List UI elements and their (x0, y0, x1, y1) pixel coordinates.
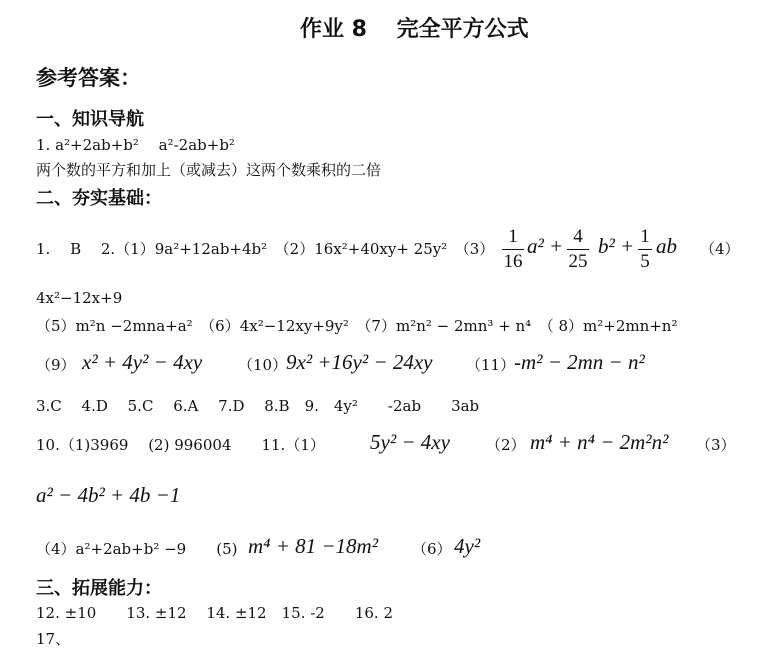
answer-11-3-expression: a² − 4b² + 4b −1 (36, 483, 181, 507)
answer-row-4-label-11: （11） (466, 356, 516, 374)
answer-row-2: 4x²−12x+9 (36, 289, 123, 307)
answer-11-5-expression: m⁴ + 81 −18m² (248, 534, 379, 558)
section-2-heading: 二、夯实基础： (36, 188, 162, 209)
answer-11-1-expression: 5y² − 4xy (370, 430, 450, 454)
fraction-1-5 (638, 226, 652, 273)
answer-row-6-text: 10.（1)3969 (2) 996004 11.（1） (36, 436, 325, 454)
answer-row-4-label-9: （9） (36, 356, 76, 374)
answer-11-2-expression: m⁴ + n⁴ − 2m²n² (530, 430, 669, 454)
answer-row-4-label-10: （10） (238, 356, 288, 374)
page-title: 作业 8 完全平方公式 (300, 17, 529, 42)
answer-row-8-text: （4）a²+2ab+b² −9 (5) (36, 540, 238, 558)
answer-row-1-tail: （4） (700, 240, 740, 258)
answer-11-6-expression: 4y² (454, 534, 481, 558)
answer-row-6-label-2: （2） (486, 436, 526, 454)
answer-row-1-text: 1. B 2.（1）9a²+12ab+4b² （2）16x²+40xy+ 25y² （3） (36, 240, 495, 258)
answer-row-6-label-3: （3） (696, 436, 736, 454)
section-3-row-1: 12. ±10 13. ±12 14. ±12 15. -2 16. 2 (36, 604, 394, 622)
fraction-bar (502, 249, 524, 250)
fraction-numerator: 1 (508, 226, 518, 247)
fraction-bar (638, 249, 652, 250)
fraction-denominator: 5 (640, 251, 650, 272)
section-3-row-2: 17、 (36, 630, 71, 648)
fraction-1-16 (502, 226, 524, 273)
term-ab: ab (656, 234, 677, 258)
fraction-numerator: 1 (640, 226, 650, 247)
term-a-squared: a² + (527, 234, 564, 258)
fraction-numerator: 4 (573, 226, 583, 247)
answer-row-8-label-6: （6） (412, 540, 452, 558)
answer-9-expression: x² + 4y² − 4xy (82, 350, 203, 374)
fraction-4-25 (567, 226, 589, 273)
answers-heading: 参考答案： (36, 66, 141, 90)
answer-10-expression: 9x² +16y² − 24xy (286, 350, 433, 374)
fraction-bar (567, 249, 589, 250)
answer-row-3: （5）m²n −2mna+a² （6）4x²−12xy+9y² （7）m²n² − 2mn³ + n⁴ （ 8）m²+2mn+n² (36, 317, 678, 335)
term-b-squared: b² + (598, 234, 635, 258)
fraction-denominator: 25 (568, 251, 588, 272)
section-1-line-1: 1. a²+2ab+b² a²-2ab+b² (36, 136, 235, 154)
section-3-heading: 三、拓展能力： (36, 578, 162, 599)
answer-row-5: 3.C 4.D 5.C 6.A 7.D 8.B 9. 4y² -2ab 3ab (36, 397, 480, 415)
answer-11-expression: -m² − 2mn − n² (514, 350, 645, 374)
section-1-heading: 一、知识导航 (36, 109, 144, 130)
section-1-line-2: 两个数的平方和加上（或减去）这两个数乘积的二倍 (36, 161, 382, 179)
fraction-denominator: 16 (503, 251, 523, 272)
